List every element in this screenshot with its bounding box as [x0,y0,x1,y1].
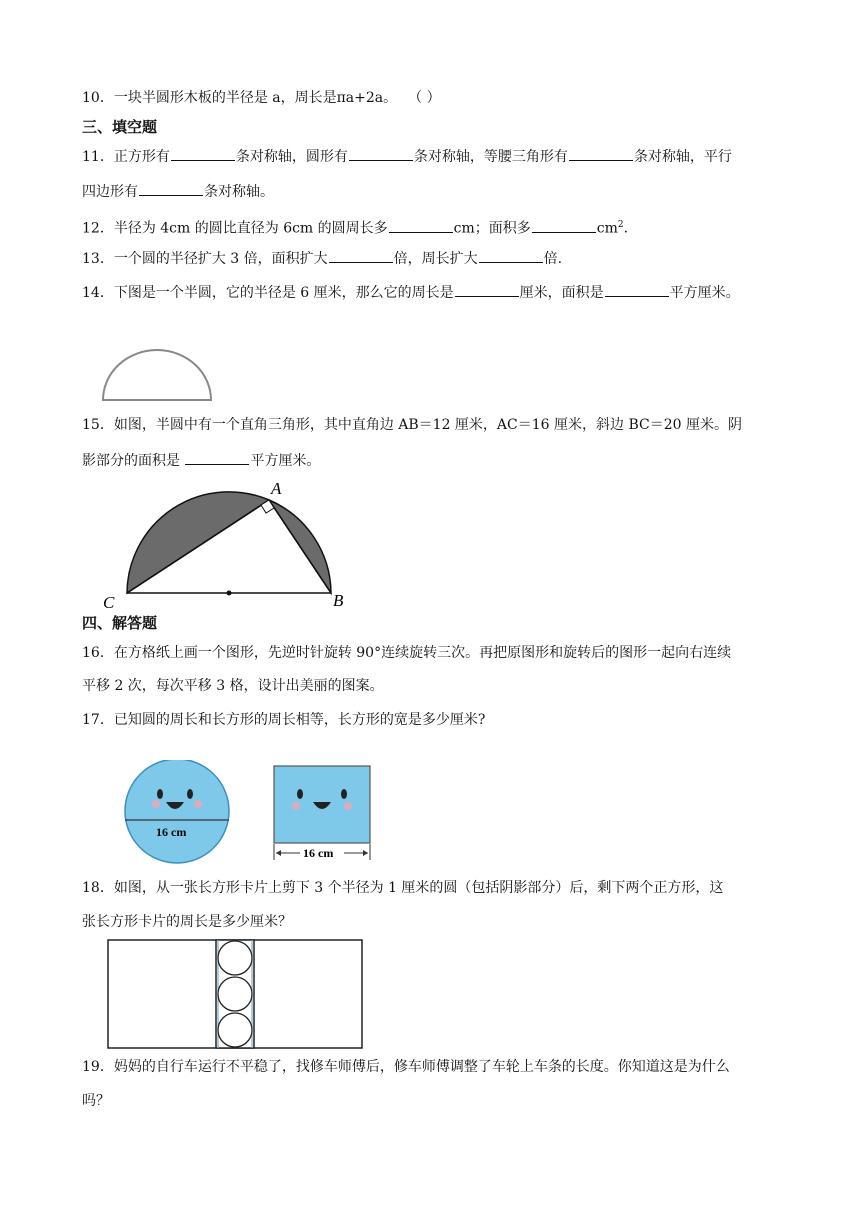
point-label-b: B [333,591,344,610]
answer-blank[interactable] [349,146,413,161]
answer-blank[interactable] [569,146,633,161]
answer-blank[interactable] [479,248,543,263]
question-11-line1: 11．正方形有 条对称轴，圆形有 条对称轴，等腰三角形有 条对称轴，平行 [82,146,732,167]
circle-diameter-label: 16 cm [156,825,187,839]
semicircle-figure [98,346,218,406]
answer-blank[interactable] [455,282,519,297]
question-19-line2: 吗？ [82,1093,110,1109]
question-10: 10．一块半圆形木板的半径是 a，周长是πa+2a。 （ ） [82,90,441,106]
question-15-line2: 影部分的面积是 平方厘米。 [82,450,320,471]
answer-blank[interactable] [139,181,203,196]
answer-blank[interactable] [329,248,393,263]
question-11-line2: 四边形有 条对称轴。 [82,181,274,202]
rectangle-circles-figure [106,938,366,1050]
question-14: 14．下图是一个半圆，它的半径是 6 厘米，那么它的周长是 厘米，面积是 平方厘米。 [82,282,740,303]
question-16-line1: 16．在方格纸上画一个图形，先逆时针旋转 90°连续旋转三次。再把原图形和旋转后的图形一起向右连续 [82,645,732,661]
question-12: 12．半径为 4cm 的圆比直径为 6cm 的圆周长多 cm；面积多 $cm^2$. [82,215,628,239]
question-17: 17．已知圆的周长和长方形的周长相等，长方形的宽是多少厘米? [82,712,486,728]
semicircle-triangle-figure [95,478,355,613]
point-label-a: A [271,479,282,498]
answer-blank[interactable] [171,146,235,161]
question-18-line1: 18．如图，从一张长方形卡片上剪下 3 个半径为 1 厘米的圆（包括阴影部分）后，剩下两个正方形，这 [82,880,724,896]
question-13: 13．一个圆的半径扩大 3 倍，面积扩大 倍，周长扩大 倍. [82,248,562,269]
answer-blank[interactable] [185,450,249,465]
answer-blank[interactable] [605,282,669,297]
question-18-line2: 张长方形卡片的周长是多少厘米？ [82,914,292,930]
question-15-line1: 15．如图，半圆中有一个直角三角形，其中直角边 AB＝12 厘米，AC＝16 厘米，斜边 BC＝20 厘米。阴 [82,417,742,433]
answer-blank[interactable] [532,218,596,233]
point-label-c: C [103,593,115,612]
section-heading-solve: 四、解答题 [82,614,158,632]
circle-rectangle-figure [120,760,400,865]
answer-blank[interactable] [389,218,453,233]
section-heading-fill-blank: 三、填空题 [82,118,158,136]
question-19-line1: 19．妈妈的自行车运行不平稳了，找修车师傅后，修车师傅调整了车轮上车条的长度。你知道这是为什么 [82,1059,730,1075]
question-16-line2: 平移 2 次，每次平移 3 格，设计出美丽的图案。 [82,678,384,694]
rect-length-label: 16 cm [303,846,334,860]
shaded-region [127,492,269,593]
